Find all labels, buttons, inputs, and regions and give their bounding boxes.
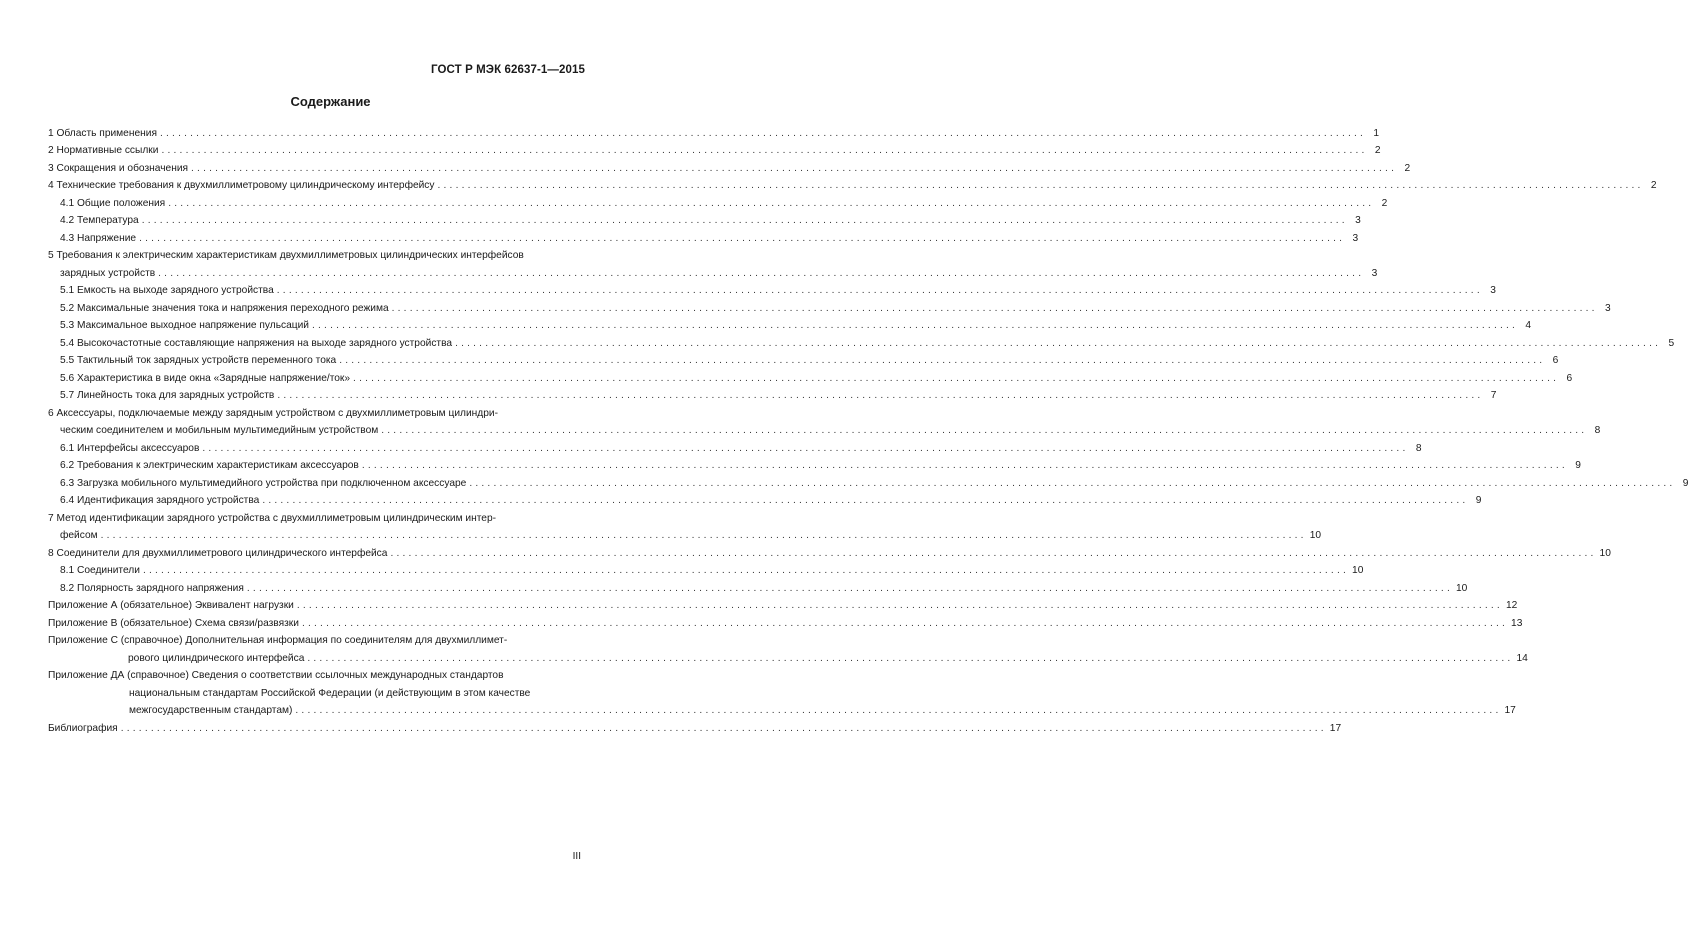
toc-entry-text: 5.2 Максимальные значения тока и напряжения переходного режима [60,302,389,314]
toc-entry-text: 8.1 Соединители [60,565,140,576]
leader-dots: ........................................................................................................................................................................................................ [307,652,1514,664]
toc-entry-text: рового цилиндрического интерфейса [128,652,305,664]
leader-dots: ........................................................................................................................................................................................................ [262,495,1469,506]
toc-page-number: 2 [1374,145,1381,156]
toc-entry-6-3[interactable] [48,471,1688,489]
toc-entry-2[interactable] [48,139,1381,157]
leader-dots: ........................................................................................................................................................................................................ [158,267,1365,279]
toc-page-number: 3 [1605,302,1611,314]
toc-entry-5-3[interactable] [48,314,1532,332]
toc-entry-5-7[interactable] [48,384,1497,402]
toc-entry-appendix-b[interactable] [48,611,1523,629]
toc-entry-text: 5.6 Характеристика в виде окна «Зарядные напряжение/ток» [60,372,351,384]
toc-entry-4-3[interactable] [48,226,1359,244]
toc-page-number: 3 [1371,267,1378,279]
toc-page-number: 9 [1475,495,1482,506]
toc-page-number: 10 [1352,565,1364,576]
leader-dots: ........................................................................................................................................................................................................ [339,355,1546,366]
toc-page-number: 10 [1456,582,1468,594]
toc-entry-text-first-line: 5 Требования к электрическим характеристикам двухмиллиметровых цилиндрических интерфейсов [48,250,524,261]
toc-entry-4-2[interactable] [48,209,1361,227]
toc-entry-text-second-line: национальным стандартам Российской Федерации (и действующим в этом качестве [129,687,531,699]
leader-dots: ........................................................................................................................................................................................................ [120,722,1327,734]
leader-dots: ........................................................................................................................................................................................................ [361,460,1568,471]
toc-page-number: 5 [1668,337,1675,349]
leader-dots: ........................................................................................................................................................................................................ [142,565,1350,576]
leader-dots: ........................................................................................................................................................................................................ [381,425,1588,436]
toc-entry-text: 8 Соединители для двухмиллиметрового цилиндрического интерфейса [48,547,388,559]
toc-page-number: 7 [1490,390,1497,401]
toc-page-number: 9 [1575,460,1581,471]
toc-entry-5-2[interactable] [48,296,1611,314]
toc-page-number: 1 [1373,127,1380,139]
toc-entry-text: межгосударственным стандартам) [129,705,293,716]
toc-entry-text-first-line: 6 Аксессуары, подключаемые между зарядным устройством с двухмиллиметровым цилиндри- [48,407,498,419]
toc-page-number: 17 [1504,705,1516,716]
toc-page-number: 3 [1490,285,1496,296]
page-title: Содержание [290,94,371,109]
toc-entry-text: 6.4 Идентификация зарядного устройства [60,495,260,506]
leader-dots: ........................................................................................................................................................................................................ [246,582,1453,594]
leader-dots: ........................................................................................................................................................................................................ [391,302,1598,314]
toc-entry-text: 8.2 Полярность зарядного напряжения [60,582,244,594]
toc-page-number: 10 [1309,530,1322,541]
toc-entry-5-4[interactable] [48,331,1675,349]
toc-entry-text: 5.1 Емкость на выходе зарядного устройства [60,285,274,296]
toc-entry-appendix-da[interactable] [48,664,1516,717]
toc-entry-bibliography[interactable] [48,716,1342,734]
document-code-header: ГОСТ Р МЭК 62637-1—2015 [431,64,585,76]
toc-page-number: 2 [1650,180,1657,191]
page-number-footer: III [572,851,581,862]
leader-dots: ........................................................................................................................................................................................................ [100,530,1307,541]
toc-entry-text: 4.2 Температура [60,215,139,226]
toc-entry-text: 5.4 Высокочастотные составляющие напряжения на выходе зарядного устройства [60,337,453,349]
leader-dots: ........................................................................................................................................................................................................ [276,285,1483,296]
toc-page-number: 2 [1381,197,1388,209]
leader-dots: ........................................................................................................................................................................................................ [437,180,1644,191]
toc-entry-4-1[interactable] [48,191,1388,209]
toc-entry-8-2[interactable] [48,576,1468,594]
toc-page-number: 6 [1566,372,1573,384]
toc-entry-5-5[interactable] [48,349,1559,367]
toc-page-number: 10 [1599,547,1611,559]
toc-entry-6-4[interactable] [48,489,1482,507]
toc-entry-text: Приложение А (обязательное) Эквивалент нагрузки [48,600,294,611]
leader-dots: ........................................................................................................................................................................................................ [168,197,1375,209]
toc-entry-text: 6.3 Загрузка мобильного мультимедийного устройства при подключенном аксессуаре [60,477,467,489]
leader-dots: ........................................................................................................................................................................................................ [161,145,1368,156]
toc-entry-text-first-line: Приложение С (справочное) Дополнительная информация по соединителям для двухмиллимет- [48,635,508,646]
toc-page-number: 4 [1525,320,1532,331]
toc-entry-5-1[interactable] [48,279,1496,297]
leader-dots: ........................................................................................................................................................................................................ [353,372,1560,384]
toc-page-number: 13 [1511,617,1523,629]
leader-dots: ........................................................................................................................................................................................................ [390,547,1597,559]
leader-dots: ........................................................................................................................................................................................................ [141,215,1348,226]
toc-page-number: 8 [1594,425,1601,436]
toc-entry-5-6[interactable] [48,366,1573,384]
leader-dots: ........................................................................................................................................................................................................ [301,617,1509,629]
toc-page-number: 14 [1516,652,1528,664]
leader-dots: ........................................................................................................................................................................................................ [469,477,1676,489]
toc-entry-appendix-c[interactable] [48,629,1528,664]
leader-dots: ........................................................................................................................................................................................................ [139,232,1346,244]
toc-entry-6-2[interactable] [48,454,1581,472]
toc-entry-7[interactable] [48,506,1322,541]
leader-dots: ........................................................................................................................................................................................................ [277,390,1484,401]
toc-entry-text: 4 Технические требования к двухмиллиметровому цилиндрическому интерфейсу [48,180,435,191]
leader-dots: ........................................................................................................................................................................................................ [312,320,1519,331]
toc-entry-4[interactable] [48,174,1657,192]
toc-entry-text-first-line: 7 Метод идентификации зарядного устройства с двухмиллиметровым цилиндрическим интер- [48,512,497,524]
toc-entry-6-1[interactable] [48,436,1422,454]
toc-page-number: 2 [1404,162,1411,174]
toc-page-number: 8 [1415,442,1422,454]
toc-entry-5[interactable] [48,244,1378,279]
toc-entry-text: ческим соединителем и мобильным мультимедийным устройством [60,425,379,436]
toc-entry-text: 5.3 Максимальное выходное напряжение пульсаций [60,320,309,331]
toc-entry-1[interactable] [48,121,1380,139]
toc-entry-text: зарядных устройств [60,267,156,279]
toc-entry-text: фейсом [60,530,98,541]
toc-entry-text: 1 Область применения [48,127,157,139]
toc-entry-text-first-line: Приложение ДА (справочное) Сведения о соответствии ссылочных международных стандартов [48,670,504,681]
leader-dots: ........................................................................................................................................................................................................ [202,442,1409,454]
toc-page-number: 17 [1329,722,1342,734]
toc-entry-text: 5.7 Линейность тока для зарядных устройств [60,390,275,401]
leader-dots: ........................................................................................................................................................................................................ [296,600,1503,611]
toc-entry-appendix-a[interactable] [48,594,1518,612]
toc-entry-8[interactable] [48,541,1611,559]
toc-entry-text: 6.2 Требования к электрическим характеристикам аксессуаров [60,460,359,471]
toc-entry-text: 3 Сокращения и обозначения [48,162,189,174]
toc-entry-text: 6.1 Интерфейсы аксессуаров [60,442,200,454]
toc-entry-text: 4.1 Общие положения [60,197,166,209]
toc-page-number: 9 [1682,477,1688,489]
toc-entry-text: 4.3 Напряжение [60,232,137,244]
toc-entry-text: Приложение В (обязательное) Схема связи/развязки [48,617,299,629]
leader-dots: ........................................................................................................................................................................................................ [191,162,1398,174]
toc-entry-text: 2 Нормативные ссылки [48,145,159,156]
toc-entry-3[interactable] [48,156,1411,174]
leader-dots: ........................................................................................................................................................................................................ [455,337,1662,349]
toc-entry-8-1[interactable] [48,559,1364,577]
toc-page-number: 3 [1352,232,1359,244]
toc-entry-6[interactable] [48,401,1601,436]
leader-dots: ........................................................................................................................................................................................................ [295,705,1502,716]
table-of-contents [48,121,1688,734]
leader-dots: ........................................................................................................................................................................................................ [159,127,1367,139]
toc-page-number: 3 [1355,215,1361,226]
toc-page-number: 12 [1505,600,1518,611]
toc-entry-text: Библиография [48,722,118,734]
toc-page-number: 6 [1552,355,1559,366]
toc-entry-text: 5.5 Тактильный ток зарядных устройств переменного тока [60,355,337,366]
